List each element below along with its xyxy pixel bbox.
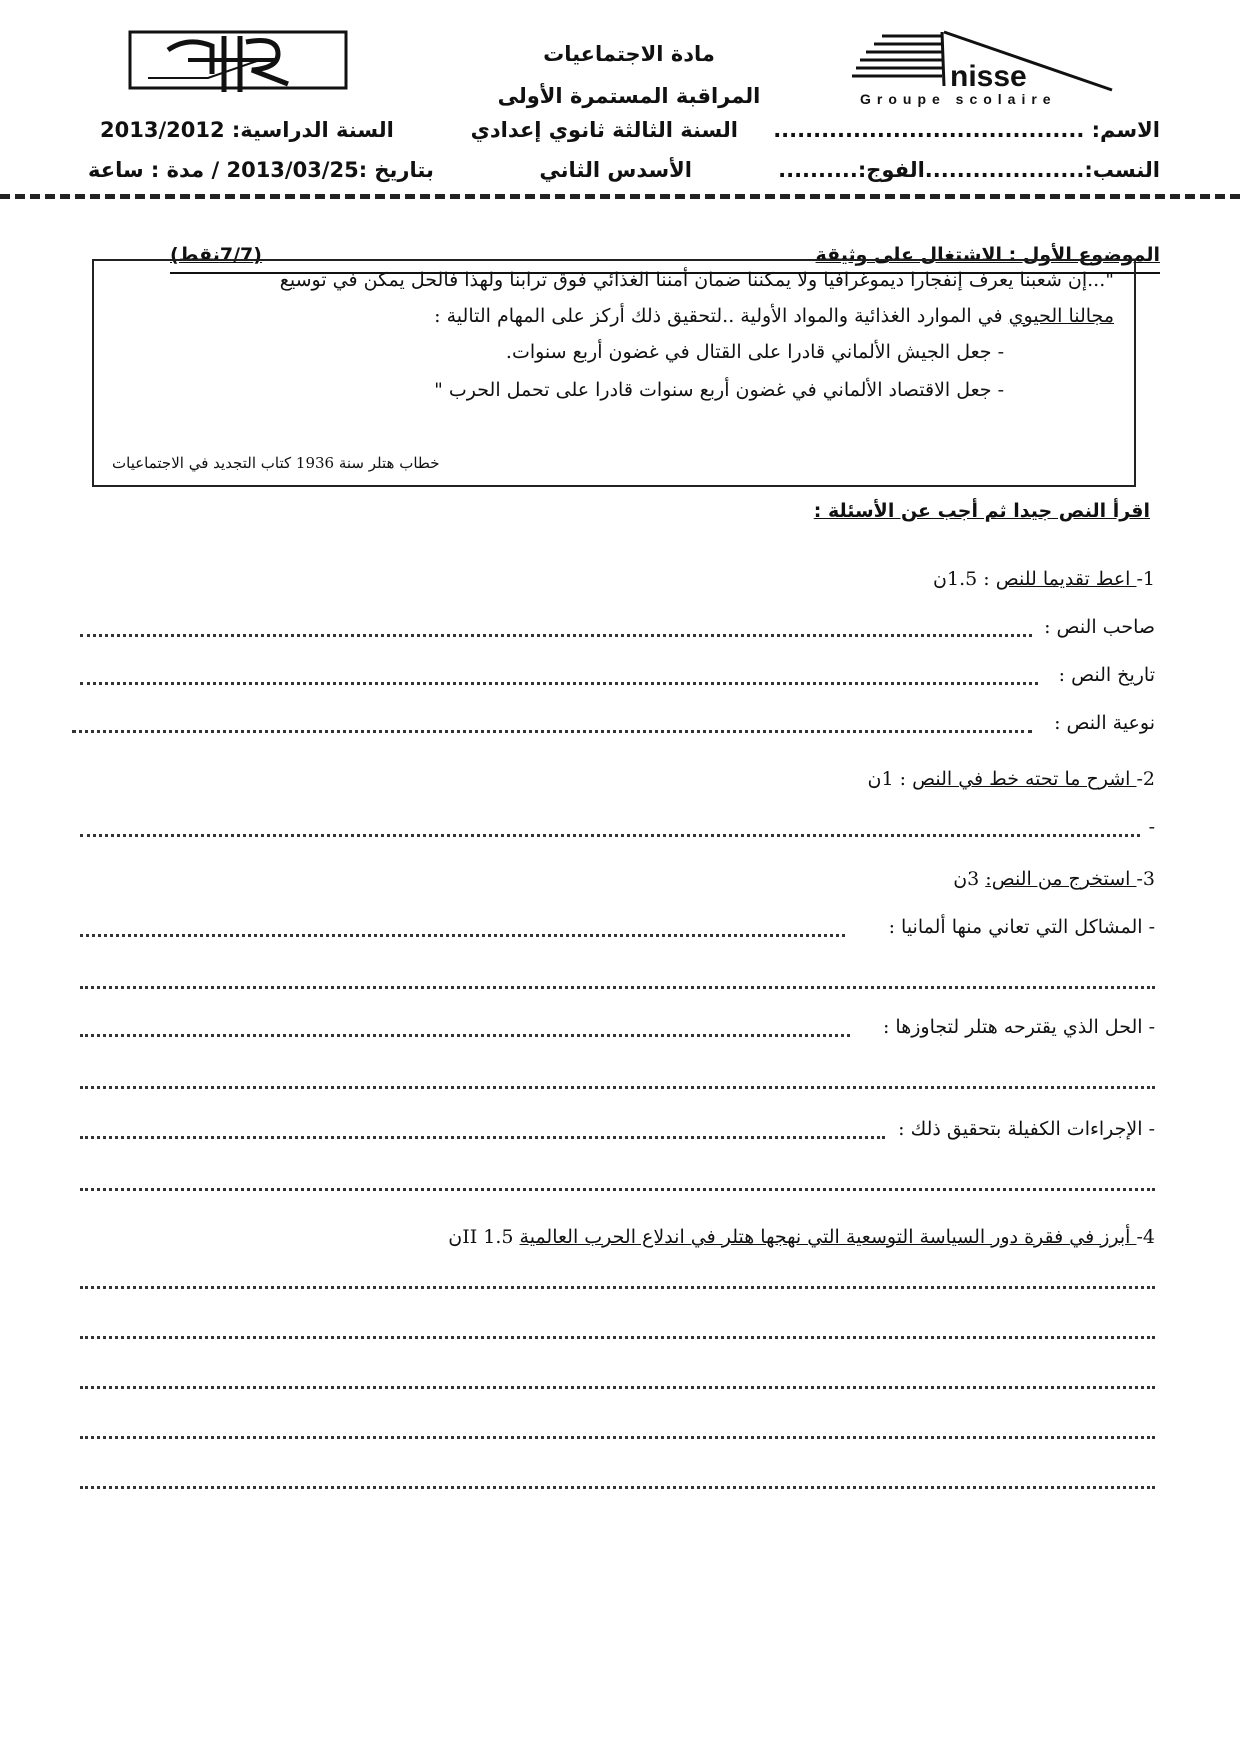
answer-line[interactable] bbox=[80, 834, 1140, 837]
subject-title: مادة الاجتماعيات bbox=[543, 42, 715, 66]
answer-line[interactable] bbox=[80, 1486, 1155, 1489]
student-name-field[interactable]: الاسم: ....................................... bbox=[773, 118, 1160, 142]
level-label: السنة الثالثة ثانوي إعدادي bbox=[470, 118, 738, 142]
question-3: 3- استخرج من النص: 3ن bbox=[953, 868, 1155, 890]
student-surname-group-field[interactable]: النسب:....................الفوج:.......... bbox=[778, 158, 1160, 182]
answer-line[interactable] bbox=[80, 1386, 1155, 1389]
answer-line[interactable] bbox=[80, 1286, 1155, 1289]
topic-title: الموضوع الأول : الاشتغال على وثيقة bbox=[815, 244, 1160, 266]
quote-line-1: "...إن شعبنا يعرف إنفجارا ديموغرافيا ولا يمكننا ضمان أمننا الغذائي فوق ترابنا ولهذا فالحل يمكن في توسيع bbox=[279, 269, 1114, 291]
answer-line[interactable] bbox=[80, 1336, 1155, 1339]
answer-line[interactable] bbox=[80, 986, 1155, 989]
logo-brand-text: nisse bbox=[950, 60, 1027, 93]
quote-line-3: - جعل الجيش الألماني قادرا على القتال في غضون أربع سنوات. bbox=[505, 341, 1004, 363]
exam-type: المراقبة المستمرة الأولى bbox=[497, 84, 761, 108]
reading-instruction: اقرأ النص جيدا ثم أجب عن الأسئلة : bbox=[813, 500, 1150, 522]
semester-label: الأسدس الثاني bbox=[539, 158, 692, 182]
answer-line[interactable] bbox=[80, 1086, 1155, 1089]
answer-line[interactable] bbox=[80, 1436, 1155, 1439]
answer-line[interactable] bbox=[80, 1188, 1155, 1191]
question-4: 4- أبرز في فقرة دور السياسة التوسعية التي نهجها هتلر في اندلاع الحرب العالمية II 1.5ن bbox=[448, 1226, 1155, 1248]
school-year: السنة الدراسية: 2013/2012 bbox=[100, 118, 394, 142]
quote-line-2 bbox=[434, 305, 1114, 327]
q3-problems-label: - المشاكل التي تعاني منها ألمانيا : bbox=[888, 916, 1155, 938]
logo-subtitle-text: Groupe scolaire bbox=[860, 91, 1057, 107]
question-1: 1- اعط تقديما للنص : 1.5ن bbox=[933, 568, 1155, 590]
document-text-box bbox=[92, 259, 1136, 487]
q1-author-label: صاحب النص : bbox=[1044, 616, 1155, 638]
q1-date-label: تاريخ النص : bbox=[1058, 664, 1155, 686]
answer-line[interactable] bbox=[80, 1034, 850, 1037]
date-duration: بتاريخ :2013/03/25 / مدة : ساعة bbox=[88, 158, 434, 182]
quote-source: خطاب هتلر سنة 1936 كتاب التجديد في الاجتماعيات bbox=[112, 454, 440, 472]
q1-type-label: نوعية النص : bbox=[1054, 712, 1155, 734]
quote-line-2-rest: في الموارد الغذائية والمواد الأولية ..لتحقيق ذلك أركز على المهام التالية : bbox=[434, 305, 1009, 327]
q2-dash: - bbox=[1148, 816, 1155, 838]
quote-underlined-term: مجالنا الحيوي bbox=[1008, 305, 1114, 327]
answer-line[interactable] bbox=[72, 730, 1032, 733]
answer-line[interactable] bbox=[80, 1136, 885, 1139]
answer-line[interactable] bbox=[80, 634, 1032, 637]
answer-line[interactable] bbox=[80, 934, 845, 937]
question-2: 2- اشرح ما تحته خط في النص : 1ن bbox=[867, 768, 1155, 790]
quote-line-4: - جعل الاقتصاد الألماني في غضون أربع سنوات قادرا على تحمل الحرب " bbox=[434, 379, 1004, 401]
q3-solution-label: - الحل الذي يقترحه هتلر لتجاوزها : bbox=[882, 1016, 1155, 1038]
answer-line[interactable] bbox=[80, 682, 1038, 685]
q3-measures-label: - الإجراءات الكفيلة بتحقيق ذلك : bbox=[898, 1118, 1155, 1140]
topic-points: (7/7نقط) bbox=[170, 244, 262, 266]
header-divider bbox=[0, 194, 1240, 199]
